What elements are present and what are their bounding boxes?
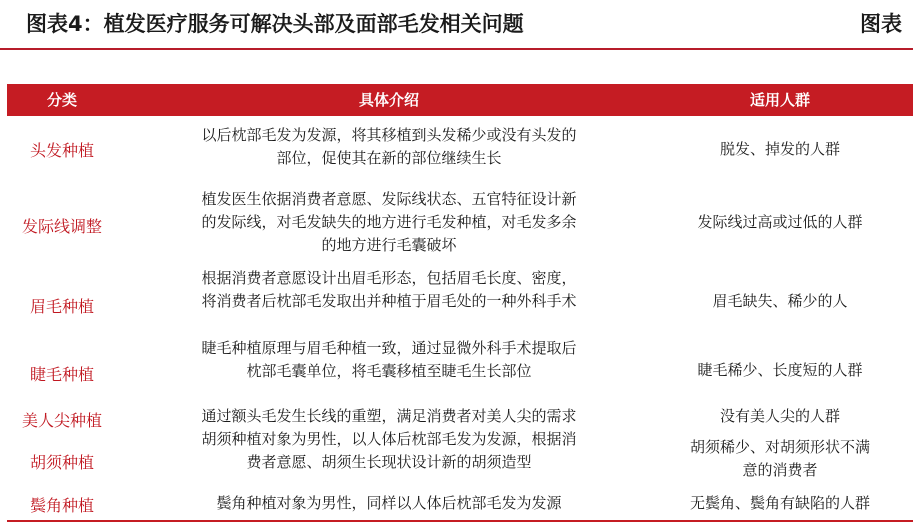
group-hairline	[650, 211, 910, 234]
group-eyebrow	[650, 290, 910, 313]
group-beard	[650, 436, 910, 482]
description-hair	[128, 124, 650, 170]
group-line: 眉毛缺失、稀少的人	[712, 292, 848, 310]
group-line: 睫毛稀少、长度短的人群	[697, 361, 863, 379]
description-line: 植发医生依据消费者意愿、发际线状态、五官特征设计新	[201, 190, 577, 208]
description-sideburns	[128, 492, 650, 515]
description-line: 的发际线，对毛发缺失的地方进行毛发种植，对毛发多余	[201, 213, 577, 231]
description-line: 费者意愿、胡须生长现状设计新的胡须造型	[246, 453, 532, 471]
description-line: 通过额头毛发生长线的重塑，满足消费者对美人尖的需求	[201, 407, 577, 425]
category-beard: 胡须种植	[29, 453, 94, 472]
category-hairline: 发际线调整	[21, 217, 102, 236]
group-line: 脱发、掉发的人群	[719, 140, 840, 158]
category-widows-peak: 美人尖种植	[21, 411, 102, 430]
description-widows-peak	[128, 405, 650, 428]
category-eyelash: 睫毛种植	[29, 365, 94, 384]
category-hair: 头发种植	[29, 141, 94, 160]
table-bottom-rule	[7, 520, 913, 522]
figure-title-right: 图表	[860, 12, 902, 36]
description-line: 以后枕部毛发为发源，将其移植到头发稀少或没有头发的	[201, 126, 577, 144]
description-line: 的地方进行毛囊破坏	[321, 236, 457, 254]
header-category: 分类	[46, 91, 77, 109]
description-line: 根据消费者意愿设计出眉毛形态，包括眉毛长度、密度，	[201, 269, 577, 287]
group-eyelash	[650, 359, 910, 382]
group-line: 意的消费者	[742, 461, 818, 479]
description-line: 睫毛种植原理与眉毛种植一致，通过显微外科手术提取后	[201, 339, 577, 357]
group-line: 无鬓角、鬓角有缺陷的人群	[689, 494, 870, 512]
description-line: 部位，促使其在新的部位继续生长	[276, 149, 502, 167]
group-line: 没有美人尖的人群	[719, 407, 840, 425]
description-line: 枕部毛囊单位，将毛囊移植至睫毛生长部位	[246, 362, 532, 380]
group-sideburns	[650, 492, 910, 515]
group-widows-peak	[650, 405, 910, 428]
description-eyebrow	[128, 267, 650, 313]
description-line: 鬓角种植对象为男性，同样以人体后枕部毛发为发源	[216, 494, 562, 512]
description-eyelash	[128, 337, 650, 383]
description-hairline	[128, 188, 650, 257]
group-line: 胡须稀少、对胡须形状不满	[689, 438, 870, 456]
group-hair	[650, 138, 910, 161]
description-beard	[128, 428, 650, 474]
description-line: 将消费者后枕部毛发取出并种植于眉毛处的一种外科手术	[201, 292, 577, 310]
category-sideburns: 鬓角种植	[29, 496, 94, 515]
figure-title: 图表4：植发医疗服务可解决头部及面部毛发相关问题	[26, 12, 524, 36]
header-target-group: 适用人群	[749, 91, 810, 109]
description-line: 胡须种植对象为男性，以人体后枕部毛发为发源，根据消	[201, 430, 577, 448]
header-description: 具体介绍	[358, 91, 419, 109]
group-line: 发际线过高或过低的人群	[697, 213, 863, 231]
category-eyebrow: 眉毛种植	[29, 297, 94, 316]
title-rule	[0, 48, 913, 50]
